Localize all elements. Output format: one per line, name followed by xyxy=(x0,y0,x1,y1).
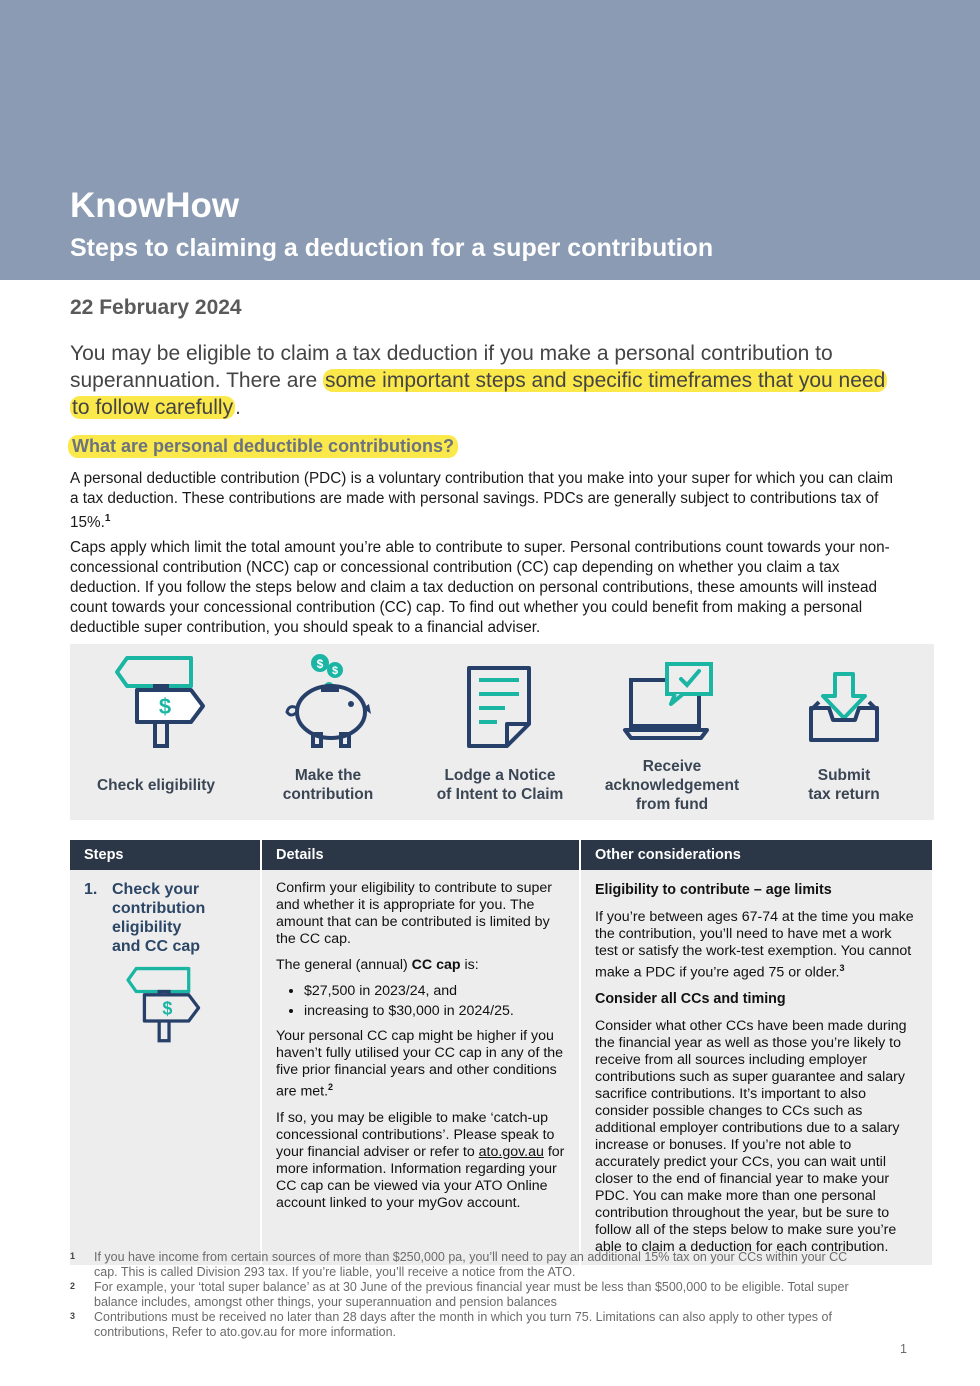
details-text: Your personal CC cap might be higher if you haven’t fully utilised your CC cap in any of the five prior financial years and other conditions are met. xyxy=(276,1028,564,1100)
step-label xyxy=(758,766,930,804)
column-header-steps: Steps xyxy=(70,840,261,870)
step-label xyxy=(242,766,414,804)
details-paragraph xyxy=(276,1110,565,1212)
details-paragraph xyxy=(276,957,565,974)
step-label-line: Submit xyxy=(817,767,871,784)
page-number: 1 xyxy=(900,1342,907,1356)
svg-text:$: $ xyxy=(331,665,339,677)
list-item: • $27,500 in 2023/24, and xyxy=(304,983,565,1000)
section-heading: What are personal deductible contributions? xyxy=(68,435,458,458)
considerations-paragraph: Consider what other CCs have been made during the financial year as well as those you’re likely to receive from all sources including employer contributions such as super guarantee and salary sacrifice contributions. It’s important to also consider possible changes to CCs such as additional employer contributions due to a salary increase or bonuses. If you’re not able to accurately predict your CCs, you can wait until closer to the end of financial year to make your PDC. You can make more than one personal contribution throughout the year, but be sure to follow all of the steps below to make sure you’re able to claim a deduction for each contribution. xyxy=(595,1017,907,1255)
process-step-submit-tax-return xyxy=(758,644,930,820)
footnote-text: For example, your ‘total super balance’ as at 30 June of the previous financial year must be less than $500,000 to be eligible. Total super balance includes, amongst other things, your superannuation and pension balances xyxy=(94,1280,849,1309)
step-label-line: from fund xyxy=(635,796,709,813)
document-subtitle: Steps to claiming a deduction for a super contribution xyxy=(70,234,714,262)
footnote-mark: 1 xyxy=(70,1251,76,1261)
document-icon xyxy=(445,650,555,750)
svg-text:$: $ xyxy=(316,657,324,671)
step-label-line: acknowledgement xyxy=(604,777,740,794)
column-header-details: Details xyxy=(261,840,580,870)
step-title xyxy=(84,880,260,956)
process-step-receive-acknowledgement xyxy=(586,644,758,820)
intro-paragraph xyxy=(70,340,890,421)
details-text: for more information. Information regarding your CC cap can be viewed via your ATO Online account linked to your myGov account. xyxy=(276,1143,565,1211)
intro-text: You may be eligible to claim a tax deduction if you make a personal contribution to superannuation. There are xyxy=(70,342,833,392)
brand-title: KnowHow xyxy=(70,186,240,225)
laptop-check-icon xyxy=(617,650,727,750)
step-cell xyxy=(70,870,261,1265)
step-label xyxy=(586,757,758,814)
considerations-paragraph xyxy=(595,909,918,982)
details-text: is: xyxy=(460,957,479,973)
process-step-lodge-notice xyxy=(414,644,586,820)
table-header-row xyxy=(70,840,932,870)
footnote-ref-2: 2 xyxy=(328,1082,334,1092)
pdc-paragraph xyxy=(70,469,900,533)
step-title-line: and CC cap xyxy=(112,938,201,955)
step-label: Check eligibility xyxy=(96,777,215,794)
step-label-line: tax return xyxy=(808,786,880,803)
details-paragraph: Confirm your eligibility to contribute to super and whether it is appropriate for you. The amount that can be contributed is limited by the CC cap. xyxy=(276,880,552,947)
footnote-mark: 2 xyxy=(70,1281,76,1291)
signpost-dollar-icon xyxy=(101,650,211,750)
considerations-cell xyxy=(580,870,932,1265)
svg-text:$: $ xyxy=(162,998,173,1019)
column-header-other-considerations: Other considerations xyxy=(580,840,932,870)
piggy-bank-icon xyxy=(273,650,383,750)
considerations-text: If you’re between ages 67-74 at the time you make the contribution, you’ll need to have met a work test or satisfy the work-test exemption. You cannot make a PDC if you’re aged 75 or older. xyxy=(595,909,914,981)
step-label-line: of Intent to Claim xyxy=(436,786,564,803)
considerations-heading: Consider all CCs and timing xyxy=(595,990,786,1007)
header-banner xyxy=(0,0,980,280)
details-text: The general (annual) xyxy=(276,957,412,973)
step-title-line: contribution xyxy=(112,900,206,917)
footnote xyxy=(70,1280,870,1310)
details-paragraph xyxy=(276,1028,565,1101)
table-row xyxy=(70,870,932,1265)
process-steps-panel xyxy=(70,644,934,820)
ato-link[interactable]: ato.gov.au xyxy=(478,1143,544,1160)
step-label-line: contribution xyxy=(282,786,374,803)
list-item: • increasing to $30,000 in 2024/25. xyxy=(304,1003,565,1020)
signpost-dollar-icon xyxy=(110,962,210,1044)
cc-cap-term: CC cap xyxy=(411,957,461,973)
footnote-text: Contributions must be received no later than 28 days after the month in which you turn 75. Limitations can also apply to other types of contributions, Refer to ato.gov.au for more information. xyxy=(94,1310,832,1339)
download-tray-icon xyxy=(789,650,899,750)
step-label xyxy=(414,766,586,804)
details-cell xyxy=(261,870,580,1265)
pdc-paragraph-text: A personal deductible contribution (PDC) is a voluntary contribution that you make into your super for which you can claim a tax deduction. These contributions are made with personal savings. PDCs are generally subject to contributions tax of 15%. xyxy=(70,470,894,532)
intro-text-end: . xyxy=(235,396,241,419)
footnote xyxy=(70,1310,870,1340)
footnote-ref-1: 1 xyxy=(104,513,111,524)
footnote-text: If you have income from certain sources of more than $250,000 pa, you’ll need to pay an additional 15% tax on your CCs within your CC cap. This is called Division 293 tax. If you’re liable, you’ll receive a notice from the ATO. xyxy=(94,1250,848,1279)
step-title-line: Check your xyxy=(112,881,200,898)
caps-paragraph: Caps apply which limit the total amount you’re able to contribute to super. Personal contributions count towards your non-concessional contribution (NCC) cap or concessional contribution (CC) cap depending on whether you claim a tax deduction. If you follow the steps below and claim a tax deduction on personal contributions, these amounts will instead count towards your concessional contribution (CC) cap. To find out whether you could benefit from making a personal deductible super contribution, you should speak to a financial adviser. xyxy=(70,539,890,636)
footnote-ref-3: 3 xyxy=(839,963,845,973)
step-title-line: eligibility xyxy=(112,919,182,936)
footnotes xyxy=(70,1250,870,1340)
cc-cap-list xyxy=(276,983,565,1020)
step-number: 1. xyxy=(84,881,98,898)
step-label-line: Receive xyxy=(642,758,702,775)
svg-text:$: $ xyxy=(158,694,172,719)
footnote xyxy=(70,1250,870,1280)
step-label-line: Lodge a Notice xyxy=(444,767,556,784)
process-step-make-contribution xyxy=(242,644,414,820)
footnote-mark: 3 xyxy=(70,1311,76,1321)
considerations-heading: Eligibility to contribute – age limits xyxy=(595,882,832,898)
intro-highlight: some important steps and specific timeframes that you need to follow carefully xyxy=(72,369,886,419)
steps-table xyxy=(70,840,932,1265)
document-date: 22 February 2024 xyxy=(70,296,242,319)
process-step-check-eligibility xyxy=(70,644,242,820)
step-label-line: Make the xyxy=(294,767,362,784)
details-text: If so, you may be eligible to make ‘catch-up concessional contributions’. Please speak to your financial adviser or refer to xyxy=(276,1109,555,1160)
